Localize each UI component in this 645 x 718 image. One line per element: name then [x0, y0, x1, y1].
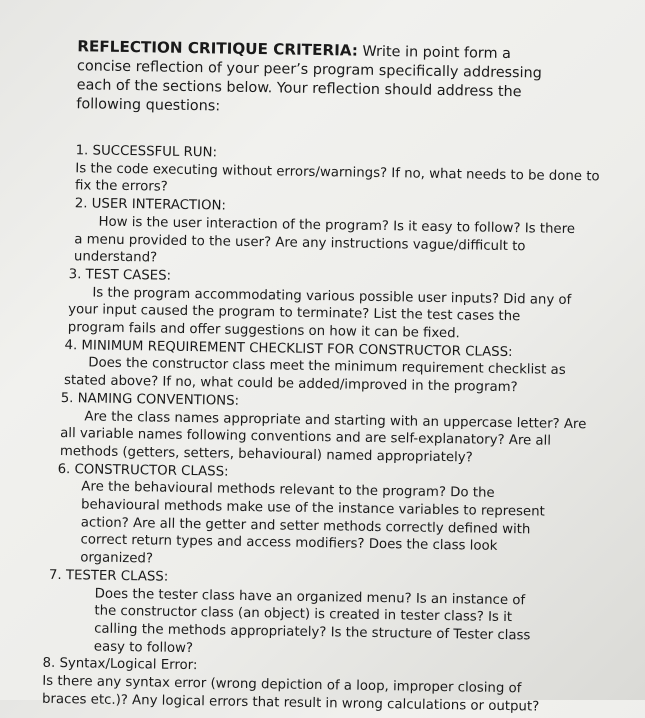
section-heading: 2. USER INTERACTION:: [74, 196, 227, 214]
section-body: Is there any syntax error (wrong depiction of a loop, improper closing of braces etc.)? Any logical errors that result in wrong calculations or output?: [41, 673, 540, 715]
section-body: Does the constructor class meet the minimum requirement checklist as stated above? If no, what could be added/improved in the program?: [63, 355, 566, 396]
section-successful-run: [75, 142, 601, 203]
criteria-title: REFLECTION CRITIQUE CRITERIA:: [77, 37, 359, 60]
section-body: Is the program accommodating various possible user inputs? Did any of your input caused the program to terminate? List the test cases the program fails and offer suggestions on how it can be fixed.: [67, 285, 572, 342]
section-heading: 5. NAMING CONVENTIONS:: [60, 390, 240, 409]
section-minimum-requirement: [64, 337, 590, 398]
section-body: Does the tester class have an organized menu? Is an instance of the constructor class (an object) is created in tester class? Is it calling the methods appropriately? Is the structure of Tester class easy to follow?: [93, 586, 531, 656]
section-test-cases: [68, 266, 579, 345]
section-constructor-class: [56, 461, 548, 575]
section-body: Is the code executing without errors/warnings? If no, what needs to be done to fix the errors?: [74, 160, 600, 196]
section-naming-conventions: [60, 390, 591, 469]
section-heading: 1. SUCCESSFUL RUN:: [75, 143, 218, 161]
section-body: Are the class names appropriate and starting with an uppercase letter? Are all variable names following conventions and are self-explanatory? Are all methods (getters, setters, behavioural) named appropriately?: [59, 408, 587, 466]
section-heading: 8. Syntax/Logical Error:: [42, 656, 198, 674]
section-body: How is the user interaction of the program? Is it easy to follow? Is there a menu provided to the user? Are any instructions vague/difficult to understand?: [73, 214, 576, 266]
criteria-intro: Write in point form a concise reflection of your peer’s program specifically addressing each of the sections below. Your reflection should address the following questions:: [76, 43, 542, 115]
criteria-header: [76, 37, 557, 122]
section-heading: 7. TESTER CLASS:: [48, 567, 169, 585]
section-tester-class: [48, 567, 544, 663]
section-body: Are the behavioural methods relevant to the program? Do the behavioural methods make use of the instance variables to represent action? Are all the getter and setter methods correctly defined with correct return types and access modifiers? Does the class look organized?: [80, 479, 545, 567]
section-heading: 3. TEST CASES:: [68, 267, 172, 284]
section-user-interaction: [74, 195, 580, 274]
section-heading: 6. CONSTRUCTOR CLASS:: [57, 461, 229, 480]
section-heading: 4. MINIMUM REQUIREMENT CHECKLIST FOR CONSTRUCTOR CLASS:: [64, 337, 513, 360]
section-syntax-logical-error: [42, 655, 563, 716]
